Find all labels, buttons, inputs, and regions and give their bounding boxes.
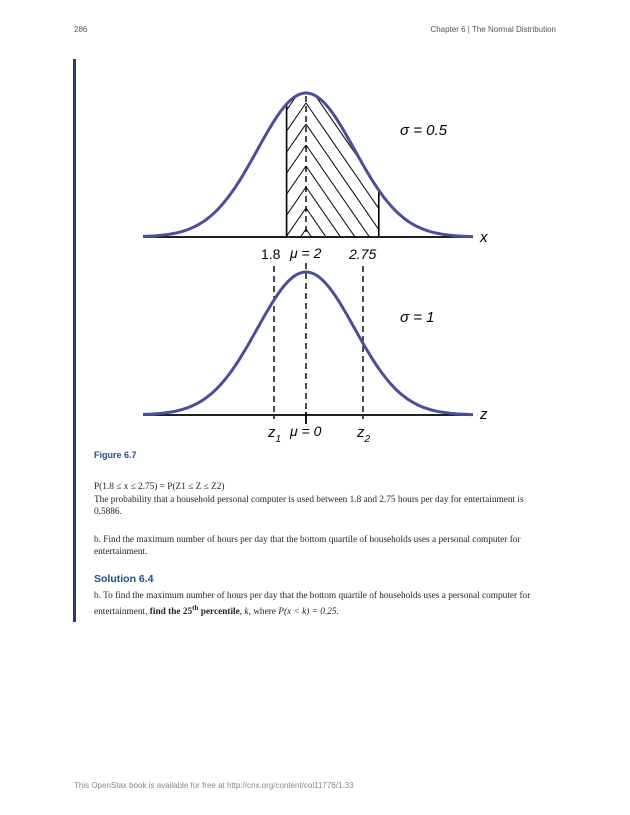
mean-z-label: μ = 0	[290, 423, 322, 439]
paragraph-solution-b: b. To find the maximum number of hours per day that the bottom quartile of households uses a personal computer for entertainment, find the 25th percentile, k, where P(x < k) = 0.25.	[94, 591, 531, 618]
z2-label: $z_2$	[357, 424, 371, 445]
lower-x-label: 1.8	[261, 246, 281, 262]
mean-x-label: μ = 2	[290, 245, 322, 261]
solution-superscript: th	[192, 604, 199, 612]
solution-title: Solution 6.4	[94, 573, 154, 585]
hatch-line	[277, 292, 306, 335]
hatch-line	[277, 124, 306, 167]
solution-equation: P(x < k) = 0.25.	[278, 607, 339, 618]
sigma-top-label: σ = 0.5	[400, 122, 447, 139]
bottom-curve-group	[143, 272, 488, 445]
hatch-line	[277, 313, 306, 356]
upper-x-label: 2.75	[349, 246, 377, 262]
page-number: 286	[74, 25, 88, 34]
hatch-line	[306, 271, 389, 391]
paragraph-question-b: b. Find the maximum number of hours per day that the bottom quartile of households uses a personal computer for entertainment.	[94, 535, 521, 557]
figure-caption: Figure 6.7	[94, 450, 137, 460]
footer-text: This OpenStax book is available for free at http://cnx.org/content/col11776/1.33	[74, 781, 354, 790]
solution-k: k	[244, 607, 249, 618]
probability-equation	[94, 481, 536, 493]
sigma-bottom-label: σ = 1	[400, 309, 435, 326]
hatch-line	[306, 250, 389, 370]
z-axis-label: z	[480, 406, 488, 423]
solution-bold-a: find the 25	[149, 607, 193, 618]
solution-intro: b. To find the maximum number of hours per day that the bottom quartile of households uses a personal computer for entertainment,	[94, 591, 531, 618]
hatch-line	[277, 82, 306, 125]
x-axis-label: x	[480, 229, 488, 246]
hatch-line	[277, 187, 306, 230]
chapter-title: Chapter 6 | The Normal Distribution	[430, 25, 556, 34]
hatch-line	[306, 292, 389, 412]
solution-bold-b: percentile	[200, 607, 240, 618]
bottom-normal-curve	[143, 272, 473, 415]
hatch-line	[277, 166, 306, 209]
equation-text: P(1.8 ≤ x ≤ 2.75) = P(Z1 ≤ Z ≤ Z2)	[94, 482, 225, 492]
top-curve-group	[143, 40, 488, 433]
paragraph-probability-result: The probability that a household personal computer is used between 1.8 and 2.75 hours per day for entertainment is 0.5886.	[94, 495, 524, 517]
solution-where: , where	[248, 607, 276, 618]
top-normal-curve	[143, 93, 473, 237]
hatch-line	[277, 40, 306, 83]
hatch-line	[277, 145, 306, 188]
hatch-line	[277, 61, 306, 104]
z1-label: $z_1$	[268, 424, 282, 445]
